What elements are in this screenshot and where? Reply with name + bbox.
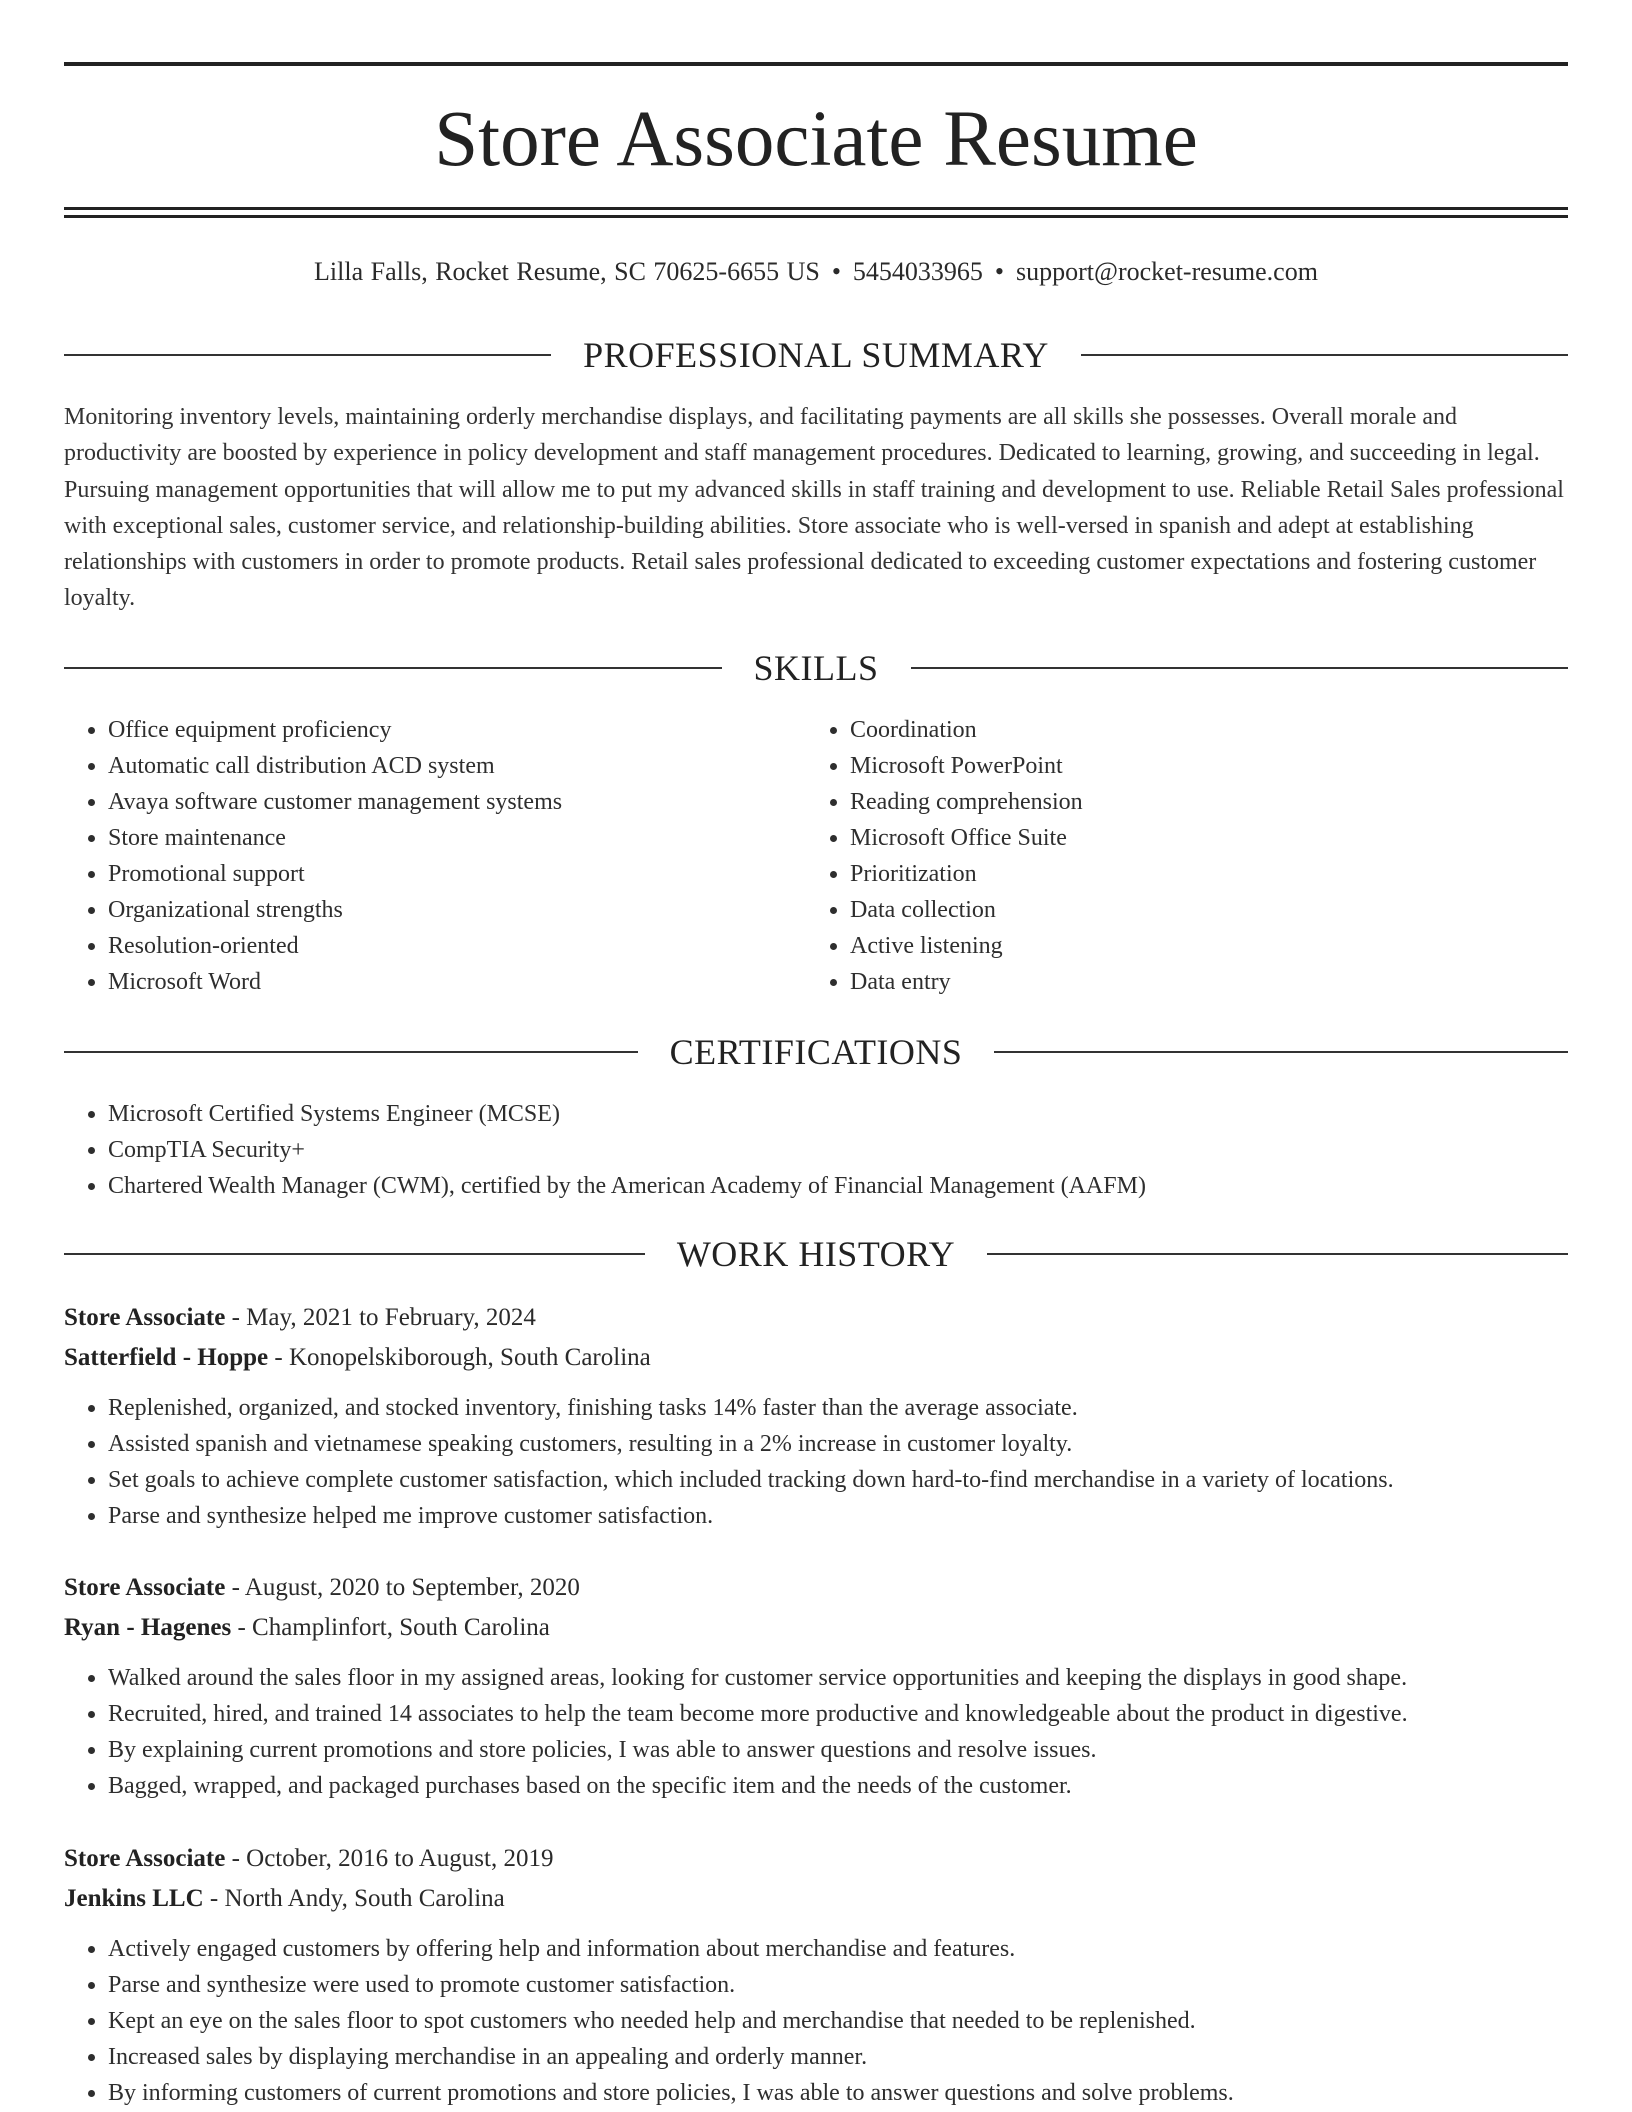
skills-column-left: [64, 712, 804, 1000]
contact-separator: •: [831, 257, 841, 286]
skill-item: • Prioritization: [850, 856, 1546, 892]
certifications-block: [64, 1096, 1568, 1204]
work-history-section-heading: [64, 1232, 1568, 1276]
divider-line: [1081, 354, 1568, 356]
skills-list: [806, 712, 1546, 1000]
job-bullet: • Assisted spanish and vietnamese speaking customers, resulting in a 2% increase in customer loyalty.: [108, 1426, 1568, 1462]
job-entry: [64, 1568, 1568, 1804]
summary-paragraph: Monitoring inventory levels, maintaining orderly merchandise displays, and facilitating payments are all skills she possesses. Overall morale and productivity are boosted by experience in policy development and staff management procedures. Dedicated to learning, growing, and succeeding in legal. Pursuing management opportunities that will allow me to put my advanced skills in staff training and development to use. Reliable Retail Sales professional with exceptional sales, customer service, and relationship-building abilities. Store associate who is well-versed in spanish and adept at establishing relationships with customers in order to promote products. Retail sales professional dedicated to exceeding customer expectations and fostering customer loyalty.: [64, 404, 1564, 612]
job-bullet: • Recruited, hired, and trained 14 associates to help the team become more productive and knowledgeable about the product in digestive.: [108, 1696, 1568, 1732]
job-bullet: • Bagged, wrapped, and packaged purchases based on the specific item and the needs of the customer.: [108, 1768, 1568, 1804]
skill-item: • Reading comprehension: [850, 784, 1546, 820]
job-location: - Konopelskiborough, South Carolina: [268, 1344, 651, 1371]
skills-list: [64, 712, 804, 1000]
divider-line: [64, 667, 722, 669]
divider-line: [64, 354, 551, 356]
skill-item: • Promotional support: [108, 856, 804, 892]
contact-email: support@rocket-resume.com: [1016, 257, 1318, 286]
job-title: Store Associate: [64, 1574, 226, 1601]
skill-item: • Resolution-oriented: [108, 928, 804, 964]
job-company: Ryan - Hagenes: [64, 1614, 232, 1641]
top-rule: [64, 62, 1568, 66]
section-title: CERTIFICATIONS: [669, 1032, 963, 1072]
section-title: PROFESSIONAL SUMMARY: [583, 335, 1049, 375]
job-title-line: [64, 1568, 1568, 1608]
job-dates: - October, 2016 to August, 2019: [225, 1845, 554, 1872]
resume-title: Store Associate Resume: [434, 96, 1198, 183]
job-bullet: • Replenished, organized, and stocked inventory, finishing tasks 14% faster than the average associate.: [108, 1390, 1568, 1426]
job-bullet: • Set goals to achieve complete customer satisfaction, which included tracking down hard-to-find merchandise in a variety of locations.: [108, 1462, 1568, 1498]
skills-section-heading: [64, 646, 1568, 690]
job-entry: [64, 1839, 1568, 2111]
divider-line: [911, 667, 1569, 669]
contact-address: Lilla Falls, Rocket Resume, SC 70625-6655 US: [314, 257, 820, 286]
job-location: - North Andy, South Carolina: [203, 1885, 505, 1912]
certifications-section-heading: [64, 1030, 1568, 1074]
job-title-line: [64, 1839, 1568, 1879]
skill-item: • Data collection: [850, 892, 1546, 928]
divider-line: [987, 1253, 1568, 1255]
divider-line: [64, 1253, 645, 1255]
skill-item: • Active listening: [850, 928, 1546, 964]
job-dates: - May, 2021 to February, 2024: [225, 1304, 536, 1331]
job-bullets: [64, 1660, 1568, 1804]
skill-item: • Organizational strengths: [108, 892, 804, 928]
certification-item: • Microsoft Certified Systems Engineer (MCSE): [108, 1096, 1568, 1132]
contact-separator: •: [994, 257, 1005, 286]
job-dates: - August, 2020 to September, 2020: [225, 1574, 580, 1601]
job-company-line: [64, 1608, 1568, 1648]
skill-item: • Microsoft PowerPoint: [850, 748, 1546, 784]
section-title: SKILLS: [753, 648, 879, 688]
contact-phone: 5454033965: [852, 257, 983, 286]
certification-item: • CompTIA Security+: [108, 1132, 1568, 1168]
skill-item: • Microsoft Office Suite: [850, 820, 1546, 856]
job-title: Store Associate: [64, 1304, 226, 1331]
job-bullets: [64, 1931, 1568, 2111]
job-bullet: • Kept an eye on the sales floor to spot customers who needed help and merchandise that needed to be replenished.: [108, 2003, 1568, 2039]
job-bullets: [64, 1390, 1568, 1534]
divider-line: [994, 1051, 1568, 1053]
job-bullet: • By informing customers of current promotions and store policies, I was able to answer questions and solve problems.: [108, 2075, 1568, 2111]
title-rule-upper: [64, 207, 1568, 210]
job-bullet: • Walked around the sales floor in my assigned areas, looking for customer service opportunities and keeping the displays in good shape.: [108, 1660, 1568, 1696]
job-bullet: • Parse and synthesize were used to promote customer satisfaction.: [108, 1967, 1568, 2003]
job-entry: [64, 1298, 1568, 1534]
skill-item: • Office equipment proficiency: [108, 712, 804, 748]
divider-line: [64, 1051, 638, 1053]
section-title: WORK HISTORY: [676, 1234, 956, 1274]
skill-item: • Avaya software customer management systems: [108, 784, 804, 820]
job-company-line: [64, 1338, 1568, 1378]
skill-item: • Automatic call distribution ACD system: [108, 748, 804, 784]
skill-item: • Data entry: [850, 964, 1546, 1000]
job-bullet: • Parse and synthesize helped me improve customer satisfaction.: [108, 1498, 1568, 1534]
job-location: - Champlinfort, South Carolina: [231, 1614, 550, 1641]
job-bullet: • Increased sales by displaying merchandise in an appealing and orderly manner.: [108, 2039, 1568, 2075]
summary-section-heading: [64, 333, 1568, 377]
skill-item: • Store maintenance: [108, 820, 804, 856]
certifications-list: [64, 1096, 1568, 1204]
job-title: Store Associate: [64, 1845, 226, 1872]
skills-column-right: [806, 712, 1546, 1000]
job-company: Satterfield - Hoppe: [64, 1344, 269, 1371]
skill-item: • Coordination: [850, 712, 1546, 748]
contact-line: [64, 254, 1568, 290]
job-bullet: • Actively engaged customers by offering help and information about merchandise and features.: [108, 1931, 1568, 1967]
job-company-line: [64, 1879, 1568, 1919]
job-bullet: • By explaining current promotions and store policies, I was able to answer questions and resolve issues.: [108, 1732, 1568, 1768]
certification-item: • Chartered Wealth Manager (CWM), certified by the American Academy of Financial Management (AAFM): [108, 1168, 1568, 1204]
skill-item: • Microsoft Word: [108, 964, 804, 1000]
job-title-line: [64, 1298, 1568, 1338]
title-rule-lower: [64, 215, 1568, 218]
job-company: Jenkins LLC: [64, 1885, 204, 1912]
